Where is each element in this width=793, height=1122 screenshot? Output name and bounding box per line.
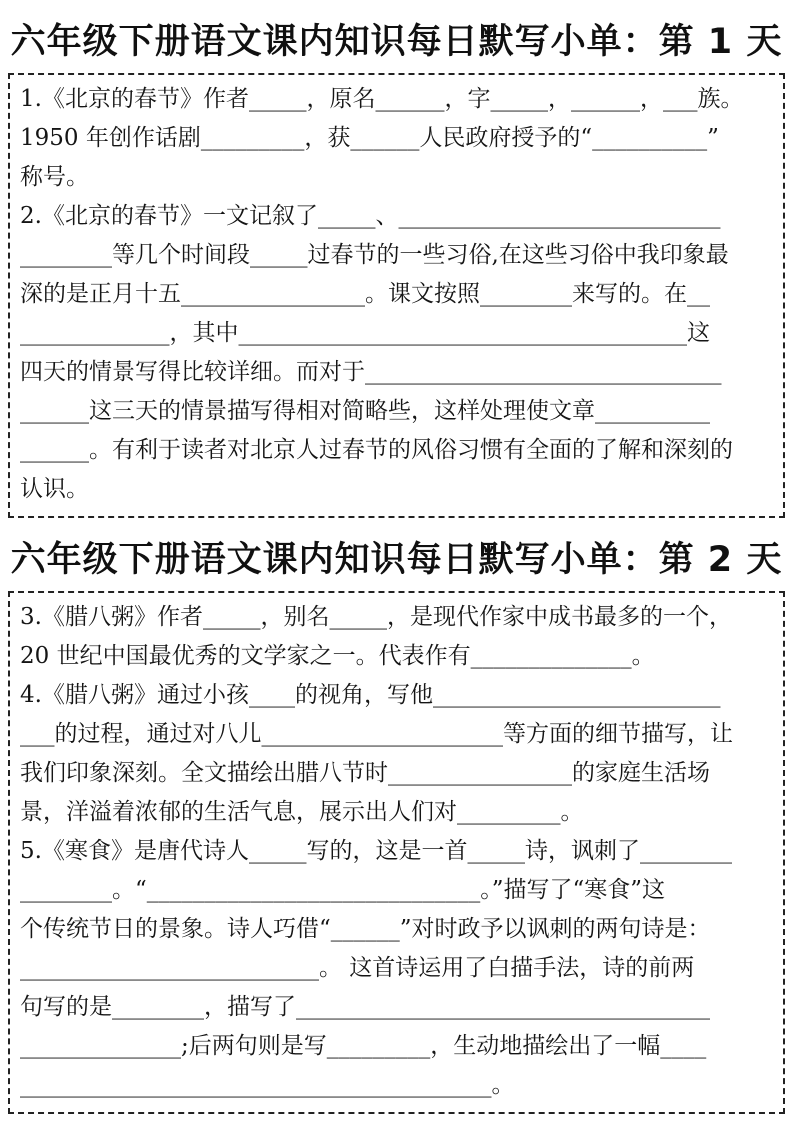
text-line: 我们印象深刻。全文描绘出腊八节时________________的家庭生活场 [20, 760, 710, 786]
text-line: 1.《北京的春节》作者_____，原名______，字_____，______，___族。 [20, 86, 744, 112]
text-line: ___的过程，通过对八儿_____________________等方面的细节描写，让 [20, 721, 733, 747]
text-line: ________等几个时间段_____过春节的一些习俗,在这些习俗中我印象最 [20, 242, 729, 268]
text-line: _____________，其中_______________________________________这 [20, 320, 710, 346]
text-line: 1950 年创作话剧_________，获______人民政府授予的“__________” [20, 125, 719, 151]
text-line: 个传统节日的景象。诗人巧借“______”对时政予以讽刺的两句诗是： [20, 916, 711, 942]
text-line: 4.《腊八粥》通过小孩____的视角，写他_________________________ [20, 682, 721, 708]
text-line: ______________;后两句则是写_________，生动地描绘出了一幅____ [20, 1033, 707, 1059]
text-line: __________________________。 这首诗运用了白描手法，诗的前两 [20, 955, 695, 981]
text-line: 深的是正月十五________________。课文按照________来写的。在__ [20, 281, 710, 307]
text-line: ______。有利于读者对北京人过春节的风俗习惯有全面的了解和深刻的 [20, 437, 733, 463]
section-title-day-2: 六年级下册语文课内知识每日默写小单：第 2 天 [10, 540, 783, 580]
text-line: 2.《北京的春节》一文记叙了_____、____________________________ [20, 203, 721, 229]
section-title-day-1: 六年级下册语文课内知识每日默写小单：第 1 天 [10, 22, 783, 62]
text-line: 5.《寒食》是唐代诗人_____写的，这是一首_____诗，讽刺了________ [20, 838, 732, 864]
text-line: 认识。 [20, 476, 89, 502]
text-line: _________________________________________。 [20, 1072, 515, 1098]
question-box-day-2 [8, 591, 785, 1114]
text-line: 20 世纪中国最优秀的文学家之一。代表作有______________。 [20, 643, 655, 669]
text-line: 句写的是________，描写了____________________________________ [20, 994, 710, 1020]
worksheet-section-day-2 [0, 532, 793, 1114]
worksheet-section-day-1 [0, 14, 793, 518]
question-box-day-1 [8, 73, 785, 518]
text-line: 四天的情景写得比较详细。而对于_______________________________ [20, 359, 722, 385]
text-line: ________。“_____________________________。”描写了“寒食”这 [20, 877, 666, 903]
text-line: 称号。 [20, 164, 89, 190]
text-line: ______这三天的情景描写得相对简略些，这样处理使文章__________ [20, 398, 710, 424]
text-line: 3.《腊八粥》作者_____，别名_____，是现代作家中成书最多的一个， [20, 604, 732, 630]
text-line: 景，洋溢着浓郁的生活气息，展示出人们对_________。 [20, 799, 584, 825]
